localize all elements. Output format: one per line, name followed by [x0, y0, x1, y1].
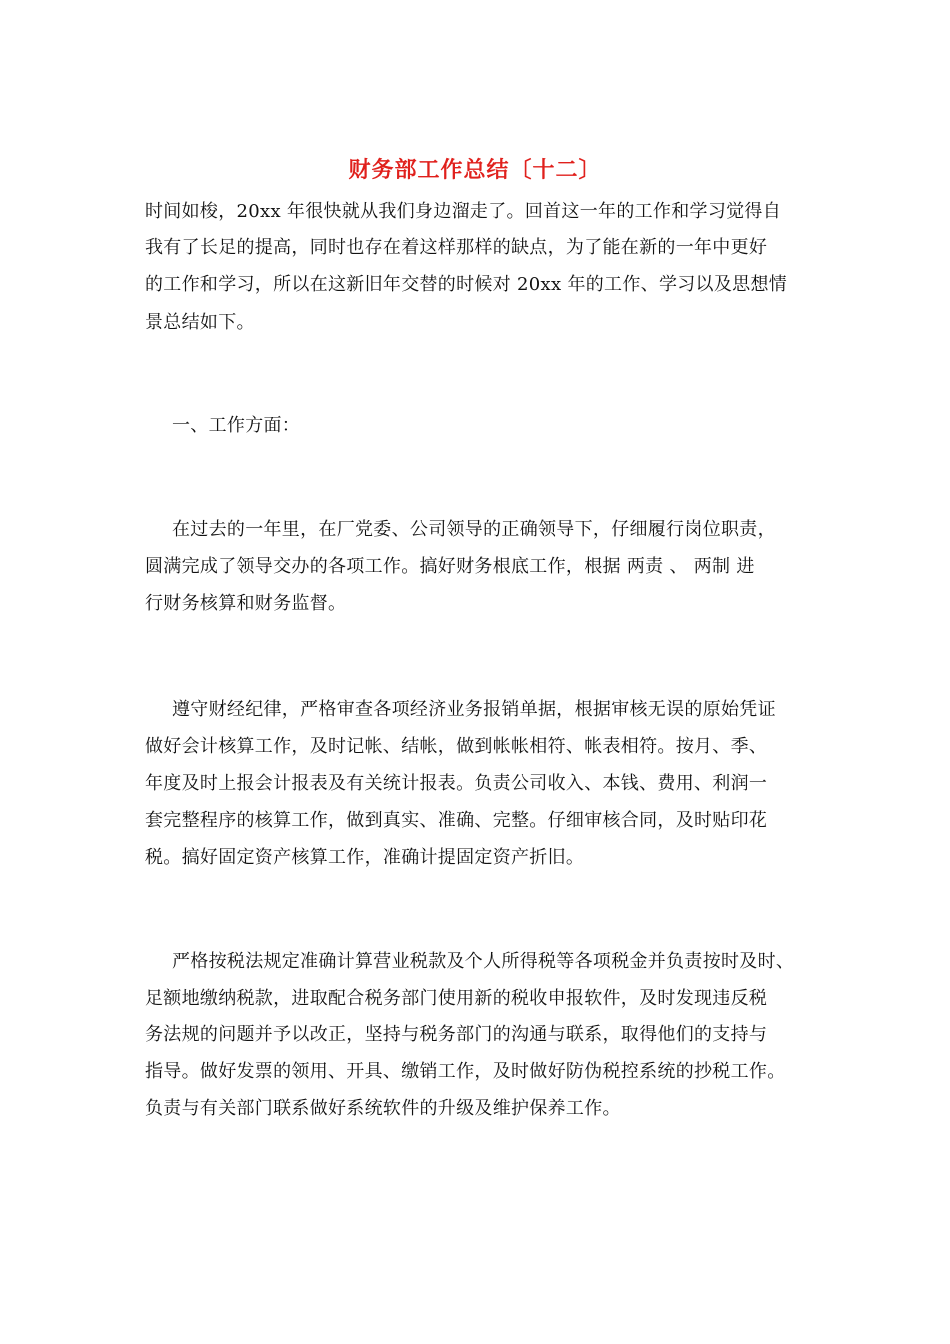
- paragraph2-line: 做好会计核算工作，及时记帐、结帐，做到帐帐相符、帐表相符。按月、季、: [145, 736, 768, 757]
- paragraph2-line: 年度及时上报会计报表及有关统计报表。负责公司收入、本钱、费用、利润一: [145, 773, 768, 794]
- intro-line: 的工作和学习，所以在这新旧年交替的时候对 20xx 年的工作、学习以及思想情: [145, 274, 788, 295]
- paragraph3-line: 指导。做好发票的领用、开具、缴销工作，及时做好防伪税控系统的抄税工作。: [145, 1061, 786, 1082]
- paragraph3-line: 足额地缴纳税款，进取配合税务部门使用新的税收申报软件，及时发现违反税: [145, 988, 768, 1009]
- paragraph1-line: 行财务核算和财务监督。: [145, 593, 347, 614]
- intro-line: 时间如梭，20xx 年很快就从我们身边溜走了。回首这一年的工作和学习觉得自: [145, 201, 782, 222]
- paragraph2-line: 套完整程序的核算工作，做到真实、准确、完整。仔细审核合同，及时贴印花: [145, 810, 768, 831]
- intro-line: 我有了长足的提高，同时也存在着这样那样的缺点，为了能在新的一年中更好: [145, 237, 768, 258]
- paragraph1-line: 圆满完成了领导交办的各项工作。搞好财务根底工作，根据 两责 、 两制 进: [145, 556, 755, 577]
- document-title: 财务部工作总结〔十二〕: [348, 157, 602, 183]
- paragraph3-line: 负责与有关部门联系做好系统软件的升级及维护保养工作。: [145, 1098, 621, 1119]
- section-heading: 一、工作方面：: [172, 415, 301, 436]
- paragraph3-line: 严格按税法规定准确计算营业税款及个人所得税等各项税金并负责按时及时、: [172, 951, 795, 972]
- paragraph3-line: 务法规的问题并予以改正，坚持与税务部门的沟通与联系，取得他们的支持与: [145, 1024, 768, 1045]
- paragraph1-line: 在过去的一年里，在厂党委、公司领导的正确领导下，仔细履行岗位职责，: [172, 519, 776, 540]
- paragraph2-line: 遵守财经纪律，严格审查各项经济业务报销单据，根据审核无误的原始凭证: [172, 699, 776, 720]
- intro-line: 景总结如下。: [145, 312, 255, 333]
- paragraph2-line: 税。搞好固定资产核算工作，准确计提固定资产折旧。: [145, 847, 585, 868]
